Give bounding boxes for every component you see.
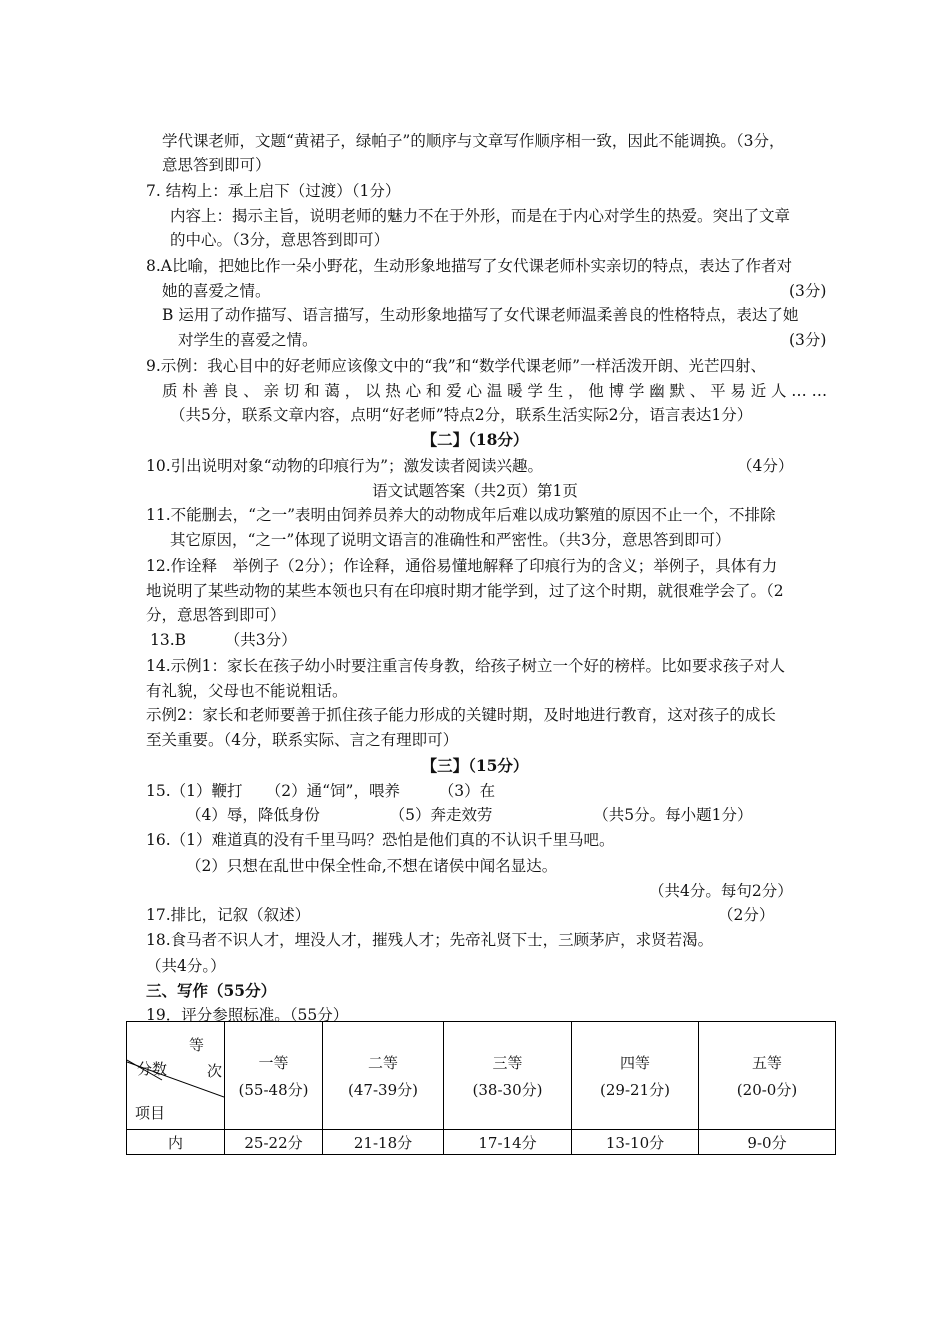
corner-label-top: 等	[189, 1036, 205, 1054]
text-line: （共5分，联系文章内容，点明“好老师”特点2分，联系生活实际2分，语言表达1分）	[170, 406, 753, 424]
section-heading: 【二】（18分）	[421, 430, 529, 449]
table-cell: 17-14分	[444, 1130, 572, 1155]
text-line: 13.B （共3分）	[150, 631, 297, 649]
text-line: B 运用了动作描写、语言描写，生动形象地描写了女代课老师温柔善良的性格特点，表达了她	[162, 306, 799, 324]
table-row	[127, 1130, 836, 1155]
scoring-table	[126, 1021, 836, 1155]
text-line: （2）只想在乱世中保全性命,不想在诸侯中闻名显达。	[186, 857, 558, 875]
score-note: （共4分。每句2分）	[649, 882, 793, 900]
text-line: 有礼貌，父母也不能说粗话。	[146, 682, 348, 700]
grade-header: 二等 (47-39分)	[323, 1022, 444, 1130]
grade-header: 三等 (38-30分)	[444, 1022, 572, 1130]
table-cell: 13-10分	[572, 1130, 699, 1155]
text-line: 14.示例1：家长在孩子幼小时要注重言传身教，给孩子树立一个好的榜样。比如要求孩子对人	[146, 657, 786, 675]
text-line: 意思答到即可）	[162, 156, 271, 174]
score-note: （2分）	[718, 906, 775, 924]
text-line: 分，意思答到即可）	[146, 606, 286, 624]
corner-label-middle: 分数	[137, 1060, 168, 1078]
grade-header: 一等 (55-48分)	[225, 1022, 323, 1130]
row-label: 内	[127, 1130, 225, 1155]
text-line: 其它原因，“之一”体现了说明文语言的准确性和严密性。（共3分，意思答到即可）	[170, 531, 731, 549]
text-line: 的中心。（3分，意思答到即可）	[170, 231, 390, 249]
text-line: 对学生的喜爱之情。	[178, 331, 318, 349]
corner-label-bottom: 项目	[135, 1104, 166, 1122]
grade-header: 四等 (29-21分)	[572, 1022, 699, 1130]
text-line: 示例2：家长和老师要善于抓住孩子能力形成的关键时期，及时地进行教育，这对孩子的成长	[146, 706, 776, 724]
text-line: 11.不能删去，“之一”表明由饲养员养大的动物成年后难以成功繁殖的原因不止一个，不排除	[146, 506, 776, 524]
section-heading: 三、写作（55分）	[146, 981, 277, 1000]
text-line: （共4分。）	[146, 957, 226, 975]
text-line: 地说明了某些动物的某些本领也只有在印痕时期才能学到，过了这个时期，就很难学会了。（2	[146, 582, 784, 600]
score-note: (3分)	[789, 282, 827, 300]
text-line: 15.（1）鞭打 （2）通“饲”，喂养 （3）在	[146, 782, 496, 800]
corner-label-right: 次	[207, 1062, 223, 1080]
text-line: 内容上：揭示主旨，说明老师的魅力不在于外形，而是在于内心对学生的热爱。突出了文章	[170, 207, 791, 225]
grade-header: 五等 (20-0分)	[699, 1022, 836, 1130]
text-line: 她的喜爱之情。	[162, 282, 271, 300]
text-line: 16.（1）难道真的没有千里马吗？恐怕是他们真的不认识千里马吧。	[146, 831, 615, 849]
table-cell: 9-0分	[699, 1130, 836, 1155]
text-line: 至关重要。（4分，联系实际、言之有理即可）	[146, 731, 459, 749]
score-note: (3分)	[789, 331, 827, 349]
text-line: （4）辱，降低身份 （5）奔走效劳 （共5分。每小题1分）	[186, 806, 753, 824]
text-line: 7. 结构上：承上启下（过渡）（1分）	[146, 182, 401, 200]
text-line: 8.A比喻，把她比作一朵小野花，生动形象地描写了女代课老师朴实亲切的特点，表达了作者对	[146, 257, 792, 275]
text-line: 质朴善良、亲切和蔼，以热心和爱心温暖学生，他博学幽默、平易近人……	[162, 382, 832, 400]
table-header-row	[127, 1022, 836, 1130]
page-footer: 语文试题答案（共2页）第1页	[372, 482, 578, 500]
section-heading: 【三】（15分）	[421, 756, 529, 775]
text-line: 学代课老师，文题“黄裙子，绿帕子”的顺序与文章写作顺序相一致，因此不能调换。（3分，	[162, 132, 785, 150]
score-note: （4分）	[737, 457, 794, 475]
text-line: 19．评分参照标准。（55分）	[146, 1006, 349, 1024]
table-cell: 21-18分	[323, 1130, 444, 1155]
text-line: 12.作诠释 举例子（2分）；作诠释，通俗易懂地解释了印痕行为的含义；举例子，具体有力	[146, 557, 778, 575]
text-line: 9.示例：我心目中的好老师应该像文中的“我”和“数学代课老师”一样活泼开朗、光芒四射、	[146, 357, 766, 375]
text-line: 18.食马者不识人才，埋没人才，摧残人才；先帝礼贤下士，三顾茅庐，求贤若渴。	[146, 931, 714, 949]
diagonal-header-cell	[127, 1022, 225, 1130]
table-cell: 25-22分	[225, 1130, 323, 1155]
text-line: 17.排比，记叙（叙述）	[146, 906, 311, 924]
text-line: 10.引出说明对象“动物的印痕行为”；激发读者阅读兴趣。	[146, 457, 544, 475]
